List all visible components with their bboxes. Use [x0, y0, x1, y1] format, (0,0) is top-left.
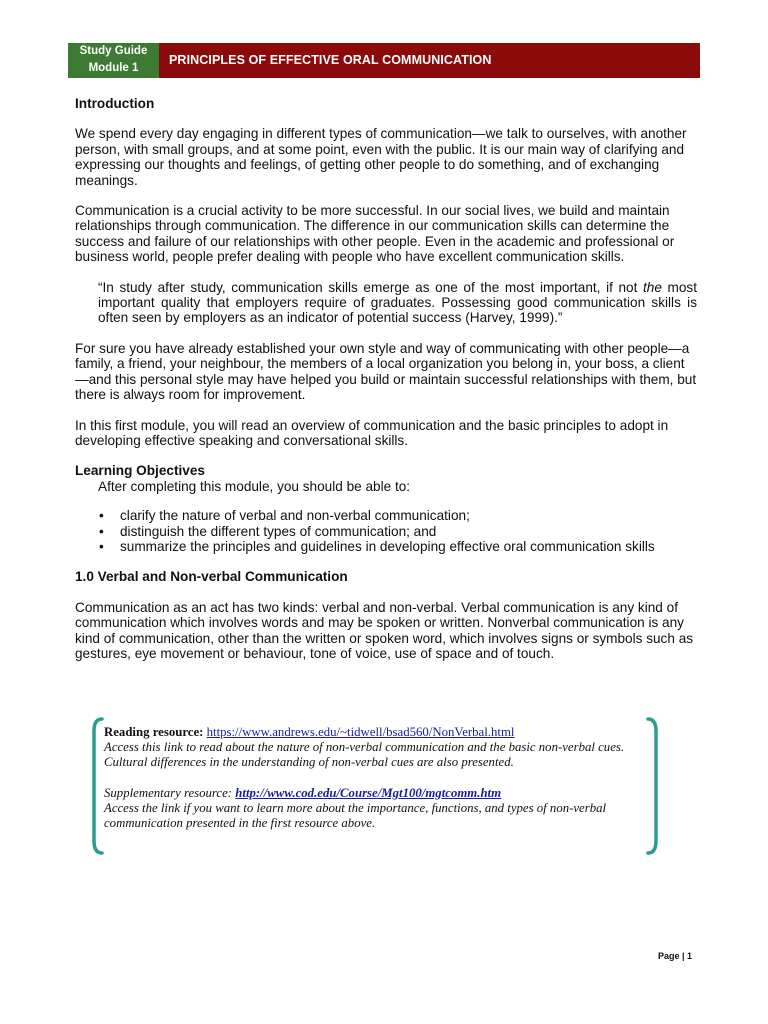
objectives-lead: After completing this module, you should be able to: — [98, 478, 411, 494]
quote-emphasis: the — [643, 279, 662, 295]
list-item — [75, 539, 697, 554]
quote-part-b: most important quality that employers require of graduates. Possessing good communication skills is often seen by employers as an indicator of potential success (Harvey, 1999).” — [98, 279, 698, 326]
intro-paragraph-1: We spend every day engaging in different types of communication—we talk to ourselves, with another person, with small groups, and at some point, even with the public. It is our main way of clarifying and expressing our thoughts and feelings, of getting other people to do something, and of exchanging meanings. — [75, 126, 687, 188]
page-title: PRINCIPLES OF EFFECTIVE ORAL COMMUNICATION — [159, 43, 700, 78]
intro-paragraph-4: In this first module, you will read an overview of communication and the basic principles to adopt in developing effective speaking and conversational skills. — [75, 417, 669, 448]
module-tag — [68, 43, 159, 78]
list-item — [75, 524, 697, 539]
objectives-list — [75, 508, 697, 554]
supplementary-resource-label: Supplementary resource: — [104, 785, 233, 800]
main-content — [75, 96, 697, 661]
section-1-paragraph: Communication as an act has two kinds: verbal and non-verbal. Verbal communication is any kind of communication which involves words and may be spoken or written. Nonverbal communication is any kind of communication, other than the written or spoken word, which involves signs or symbols such as gestures, eye movement or behaviour, tone of voice, use of space and of touch. — [75, 599, 694, 661]
module-tag-line1: Study Guide — [79, 45, 148, 57]
reading-resource-label: Reading resource: — [104, 725, 204, 739]
intro-heading: Introduction — [75, 96, 155, 111]
bullet-icon: • — [99, 523, 104, 539]
bullet-icon: • — [99, 538, 104, 554]
supplementary-resource — [104, 786, 644, 801]
bullet-icon: • — [99, 508, 104, 524]
objective-text: distinguish the different types of communication; and — [120, 523, 437, 539]
objective-text: summarize the principles and guidelines in developing effective oral communication skills — [120, 538, 655, 554]
reading-resource-description: Access this link to read about the nature of non-verbal communication and the basic non-verbal cues. Cultural differences in the understanding of non-verbal cues are also presented. — [104, 740, 625, 770]
block-quote — [98, 280, 697, 326]
reading-resource-link[interactable]: https://www.andrews.edu/~tidwell/bsad560/NonVerbal.html — [206, 725, 515, 739]
supplementary-resource-link[interactable]: http://www.cod.edu/Course/Mgt100/mgtcomm.htm — [235, 785, 502, 800]
objectives-heading: Learning Objectives — [75, 463, 205, 479]
section-1-heading: 1.0 Verbal and Non-verbal Communication — [75, 569, 348, 585]
module-tag-line2: Module 1 — [88, 62, 139, 74]
resource-text — [104, 725, 644, 831]
intro-paragraph-2: Communication is a crucial activity to be more successful. In our social lives, we build and maintain relationships through communication. The difference in our communication skills can determine the success and failure of our relationships with other people. Even in the academic and professional or business world, people prefer dealing with people who have excellent communication skills. — [75, 203, 675, 265]
intro-paragraph-3: For sure you have already established your own style and way of communicating with other people—a family, a friend, your neighbour, the members of a local organization you belong in, your boss, a client—and this personal style may have helped you build or maintain successful relationships with them, but there is always room for improvement. — [75, 340, 697, 403]
page-number: Page | 1 — [657, 951, 692, 961]
resource-callout — [92, 717, 658, 855]
reading-resource — [104, 725, 644, 740]
objective-text: clarify the nature of verbal and non-verbal communication; — [120, 508, 470, 524]
supplementary-resource-description: Access the link if you want to learn more about the importance, functions, and types of non-verbal communication presented in the first resource above. — [104, 800, 607, 831]
quote-part-a: “In study after study, communication skills emerge as one of the most important, if not — [98, 279, 644, 295]
list-item — [75, 508, 697, 523]
